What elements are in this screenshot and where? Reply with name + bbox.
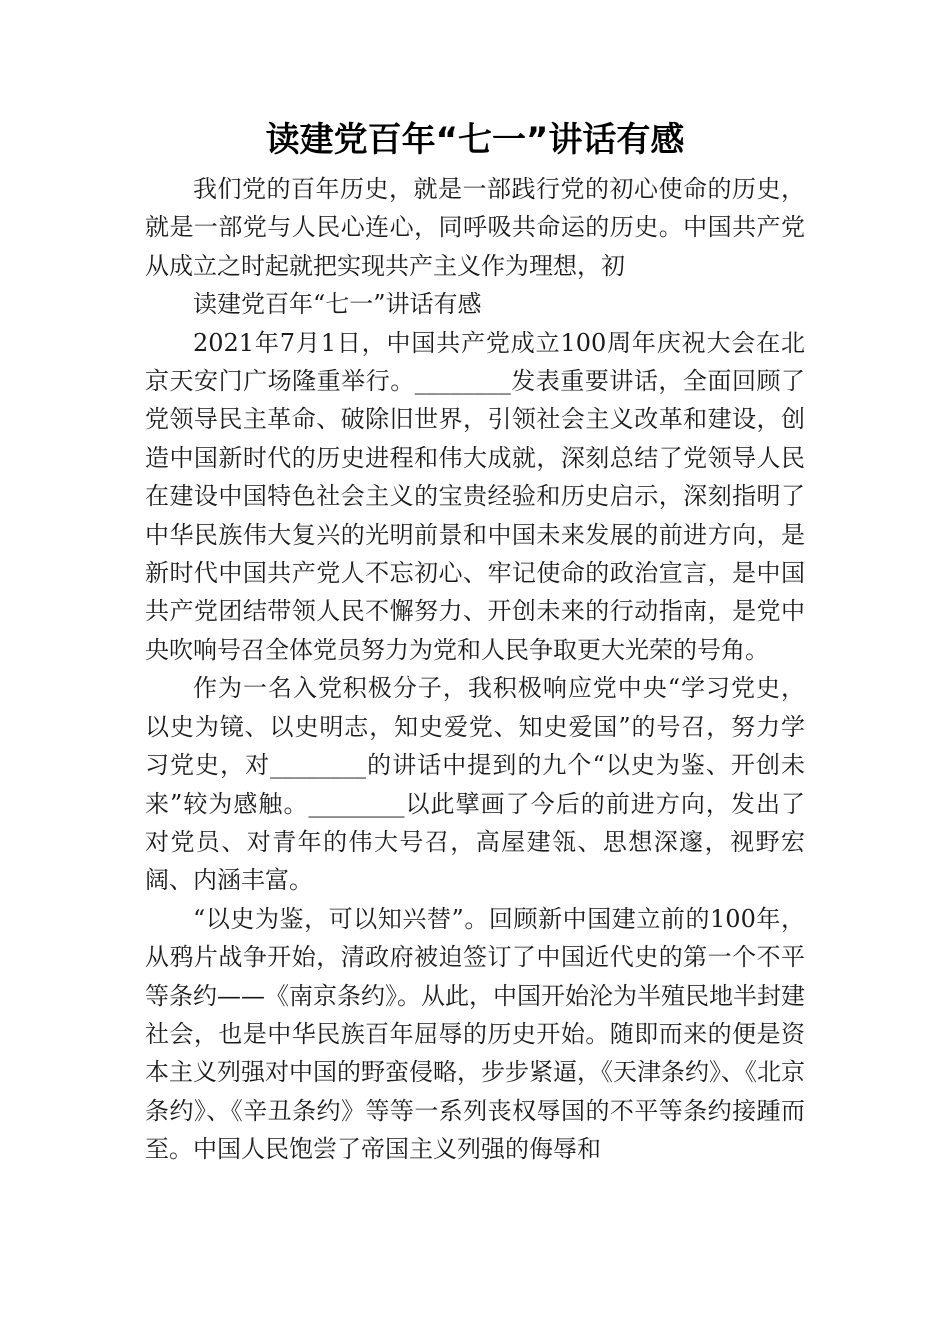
paragraph: 作为一名入党积极分子，我积极响应党中央“学习党史，以史为镜、以史明志，知史爱党、知史爱国”的号召，努力学习党史，对________的讲话中提到的九个“以史为鉴、开创未来”较为感触。________以此擘画了今后的前进方向，发出了对党员、对青年的伟大号召，高屋建瓴、思想深邃，视野宏阔、内涵丰富。: [145, 674, 805, 895]
paragraph: 2021年7月1日，中国共产党成立100周年庆祝大会在北京天安门广场隆重举行。________发表重要讲话，全面回顾了党领导民主革命、破除旧世界，引领社会主义改革和建设，创造中国新时代的历史进程和伟大成就，深刻总结了党领导人民在建设中国特色社会主义的宝贵经验和历史启示，深刻指明了中华民族伟大复兴的光明前景和中国未来发展的前进方向，是新时代中国共产党人不忘初心、牢记使命的政治宣言，是中国共产党团结带领人民不懈努力、开创未来的行动指南，是党中央吹响号召全体党员努力为党和人民争取更大光荣的号角。: [145, 328, 805, 664]
document-body: [145, 170, 805, 1169]
paragraph: 读建党百年“七一”讲话有感: [193, 290, 482, 319]
paragraph: 我们党的百年历史，就是一部践行党的初心使命的历史，就是一部党与人民心连心，同呼吸共命运的历史。中国共产党从成立之时起就把实现共产主义作为理想，初: [145, 175, 805, 280]
document-title: 读建党百年“七一”讲话有感: [265, 120, 685, 160]
paragraph: “以史为鉴，可以知兴替”。回顾新中国建立前的100年，从鸦片战争开始，清政府被迫签订了中国近代史的第一个不平等条约——《南京条约》。从此，中国开始沦为半殖民地半封建社会，也是中华民族百年屈辱的历史开始。随即而来的便是资本主义列强对中国的野蛮侵略，步步紧逼，《天津条约》、《北京条约》、《辛丑条约》等等一系列丧权辱国的不平等条约接踵而至。中国人民饱尝了帝国主义列强的侮辱和: [145, 904, 805, 1164]
